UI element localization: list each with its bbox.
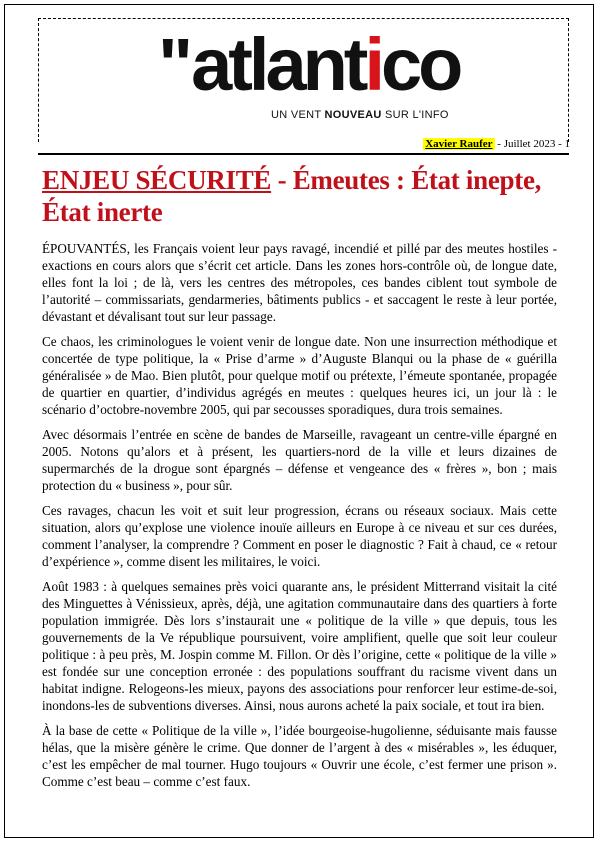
byline [423, 138, 570, 150]
author-name: Xavier Raufer [425, 138, 493, 150]
paragraph: Avec désormais l’entrée en scène de bandes de Marseille, ravageant un centre-ville épargné en 2005. Notons qu’alors et à présent, les quartiers-nord de la ville et leurs dizaines de supermarchés de la drogue sont épargnés – défense et vengeance des « frères », bon ; mais protection du « business », pour sûr. [42, 427, 557, 493]
paragraph: ÉPOUVANTÉS, les Français voient leur pays ravagé, incendié et pillé par des meutes hostiles - exactions en cours alors que s’écrit cet article. Dans les zones hors-contrôle où, de longue date, elles font la loi ; de là, vers les centres des métropoles, ces bandes ciblent tout symbole de l’autorité – commissariats, gendarmeries, bâtiments publics - et saccagent le reste à leur portée, dévastant et dévalisant tout sur leur passage. [42, 241, 557, 324]
logo-tagline [271, 109, 521, 121]
paragraph: Ces ravages, chacun les voit et suit leur progression, écrans ou réseaux sociaux. Mais cette situation, alors qu’explose une violence inouïe ailleurs en Europe à ce niveau et sur ces durées, comment l’analyser, la comprendre ? Comment en poser le diagnostic ? Fait à chaud, ce « retour d’expérience », comme disent les militaires, le voici. [42, 503, 557, 569]
title-kicker: ENJEU SÉCURITÉ [42, 165, 272, 195]
tagline-part1: UN VENT [271, 109, 325, 121]
atlantico-logo [158, 23, 460, 106]
logo-text-after: co [381, 23, 460, 106]
header-rule [38, 153, 569, 155]
logo-text-accent: i [364, 23, 382, 106]
title-headline: - Émeutes : État inepte, État inerte [42, 165, 542, 227]
tagline-part3: SUR L'INFO [381, 109, 449, 121]
article-body [42, 240, 557, 798]
paragraph: À la base de cette « Politique de la ville », l’idée bourgeoise-hugolienne, séduisante mais fausse hélas, que la misère génère le crime. Que donner de l’argent à des « misérables », les éduquer, c’est les empêcher de mal tourner. Hugo toujours « Ouvrir une école, c’est fermer une prison ». Comme c’est beau – comme c’est faux. [42, 723, 557, 789]
logo-text-before: atlant [191, 23, 365, 106]
tagline-part2: NOUVEAU [324, 109, 382, 121]
byline-date: - Juillet 2023 - 1 [494, 138, 570, 150]
paragraph: Ce chaos, les criminologues le voient venir de longue date. Non une insurrection méthodique et concertée de type politique, la « Prise d’arme » d’Auguste Blanqui ou la phase de « guérilla généralisée » de Mao. Bien plutôt, pour quelque motif ou prétexte, l’émeute spontanée, propagée de quartier en quartier, d’individus agrégés en meutes : quelques heures ici, un jour là : le scénario d’octobre-novembre 2005, qui par secousses sporadiques, dura trois semaines. [42, 334, 557, 417]
logo-quote: " [158, 23, 192, 106]
article-title [42, 164, 562, 228]
paragraph: Août 1983 : à quelques semaines près voici quarante ans, le président Mitterrand visitait la cité des Minguettes à Vénissieux, après, déjà, une agitation communautaire dans des quartiers à forte population immigrée. Dès lors s’instaurait une « politique de la ville » que depuis, tous les gouvernements de la Ve république poursuivent, voire amplifient, quelle que soit leur couleur politique : à peu près, M. Jospin comme M. Fillon. Or dès l’origine, cette « politique de la ville » est fondée sur une conception erronée : des populations souffrant du racisme vivent dans un habitat indigne. Relogeons-les mieux, payons des associations pour renforcer leur estime-de-soi, inondons-les de subventions diverses. Ainsi, nous aurons acheté la paix sociale, et tout ira bien. [42, 579, 557, 713]
